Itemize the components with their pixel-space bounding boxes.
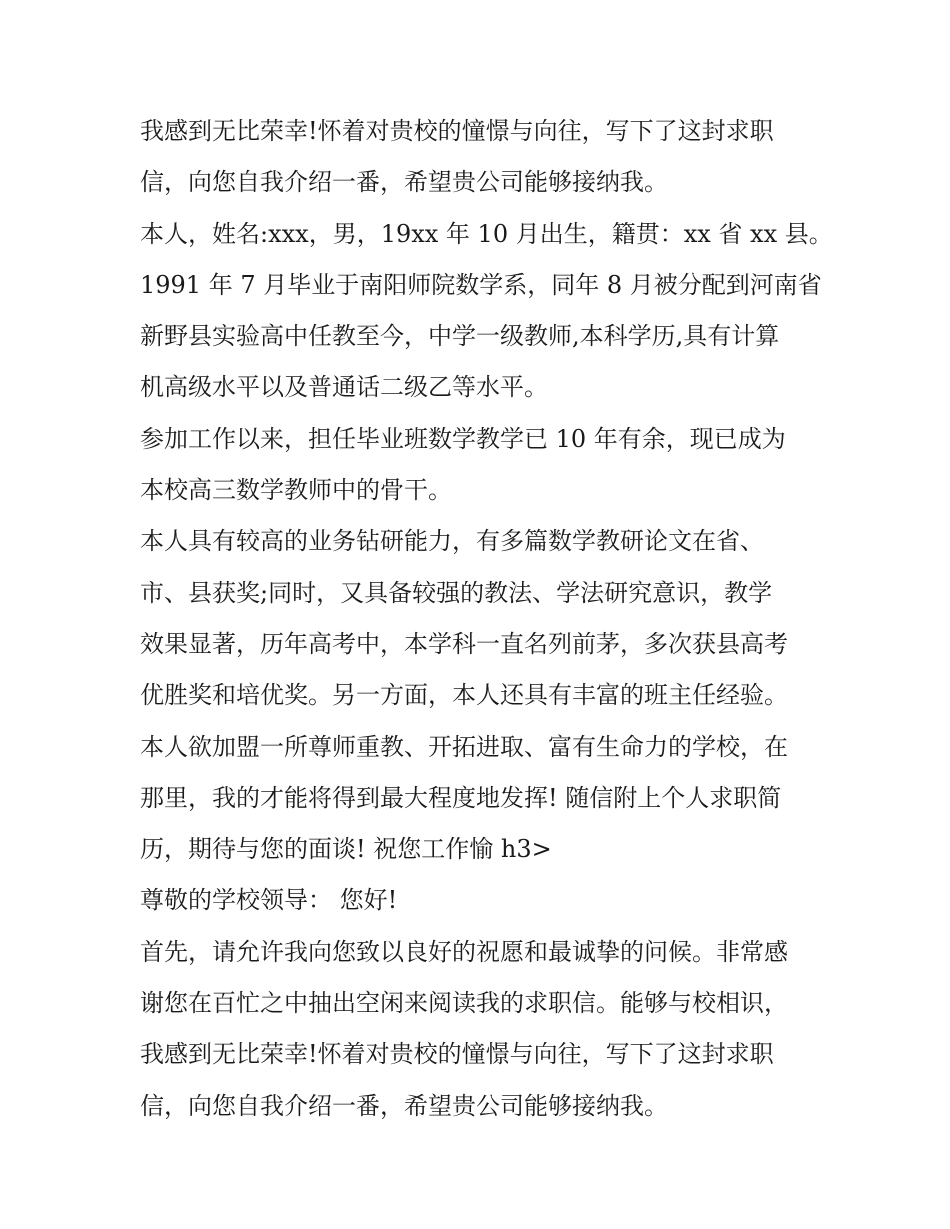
- text-line: 优胜奖和培优奖。另一方面，本人还具有丰富的班主任经验。: [140, 681, 788, 710]
- text-line: 新野县实验高中任教至今，中学一级教师,本科学历,具有计算: [140, 322, 780, 351]
- text-line: 信，向您自我介绍一番，希望贵公司能够接纳我。: [140, 1091, 668, 1120]
- text-line: 我感到无比荣幸!怀着对贵校的憧憬与向往，写下了这封求职: [140, 117, 774, 145]
- text-line: 本校高三数学教师中的骨干。: [140, 476, 452, 505]
- text-line: 效果显著，历年高考中，本学科一直名列前茅，多次获县高考: [140, 629, 788, 658]
- text-line: 市、县获奖;同时，又具备较强的教法、学法研究意识，教学: [140, 578, 773, 607]
- letter-body: [140, 106, 840, 1132]
- text-line: 本人，姓名:xxx，男，19xx 年 10 月出生，籍贯：xx 省 xx 县。: [140, 219, 833, 248]
- text-line: 谢您在百忙之中抽出空闲来阅读我的求职信。能够与校相识，: [140, 989, 788, 1018]
- text-line: 机高级水平以及普通话二级乙等水平。: [140, 373, 548, 402]
- text-line: 我感到无比荣幸!怀着对贵校的憧憬与向往，写下了这封求职: [140, 1040, 774, 1069]
- text-line: 首先，请允许我向您致以良好的祝愿和最诚挚的问候。非常感: [140, 937, 788, 966]
- text-line: 参加工作以来，担任毕业班数学教学已 10 年有余，现已成为: [140, 424, 786, 453]
- text-line: 历，期待与您的面谈! 祝您工作愉 h3>: [140, 835, 552, 864]
- text-line: 1991 年 7 月毕业于南阳师院数学系，同年 8 月被分配到河南省: [140, 270, 822, 299]
- text-line: 本人具有较高的业务钻研能力，有多篇数学教研论文在省、: [140, 527, 764, 556]
- text-line: 那里，我的才能将得到最大程度地发挥! 随信附上个人求职简: [140, 783, 782, 812]
- text-line: 尊敬的学校领导： 您好!: [140, 886, 398, 915]
- text-line: 信，向您自我介绍一番，希望贵公司能够接纳我。: [140, 168, 668, 197]
- text-line: 本人欲加盟一所尊师重教、开拓进取、富有生命力的学校，在: [140, 732, 788, 761]
